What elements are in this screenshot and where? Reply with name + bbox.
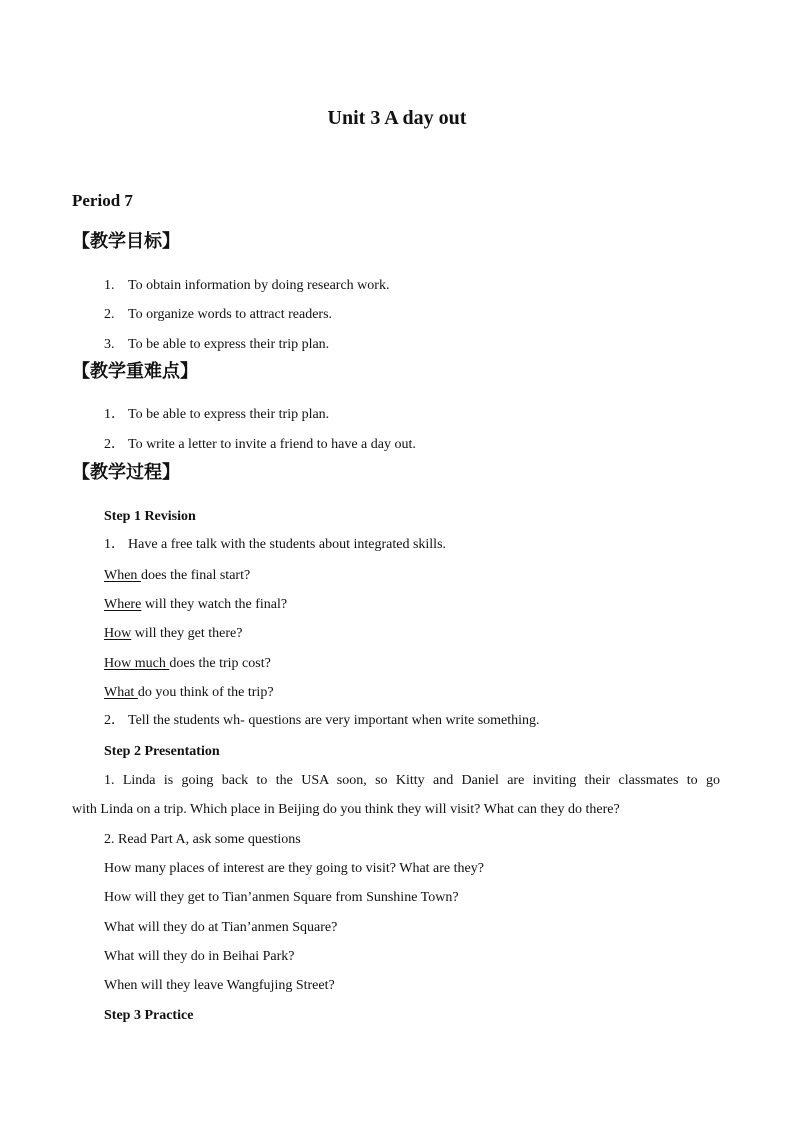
question-rest: does the trip cost?: [169, 656, 271, 671]
wh-question: [104, 684, 274, 702]
step2-item: 2. Read Part A, ask some questions: [104, 832, 301, 847]
list-number: 2．: [104, 713, 125, 728]
objective-item: [104, 336, 329, 354]
question-rest: does the final start?: [140, 568, 251, 583]
wh-question: [104, 596, 287, 614]
list-text: To be able to express their trip plan.: [128, 337, 330, 352]
question-rest: will they get there?: [131, 626, 243, 641]
process-heading: 【教学过程】: [72, 462, 180, 483]
list-number: 1．: [104, 407, 125, 422]
wh-question: [104, 655, 271, 673]
list-text: Tell the students wh- questions are very important when write something.: [128, 713, 540, 728]
objective-item: [104, 277, 389, 295]
period-label: Period 7: [72, 191, 133, 210]
list-number: 3.: [104, 337, 115, 352]
question-line: What will they do in Beihai Park?: [104, 949, 295, 964]
key-point-item: [104, 436, 416, 454]
wh-word: Where: [104, 597, 142, 612]
question-rest: do you think of the trip?: [137, 685, 274, 700]
question-line: How will they get to Tian’anmen Square from Sunshine Town?: [104, 890, 459, 905]
objectives-heading: 【教学目标】: [72, 231, 180, 252]
step2-title: Step 2 Presentation: [104, 744, 220, 759]
question-line: What will they do at Tian’anmen Square?: [104, 920, 338, 935]
objective-item: [104, 306, 332, 324]
list-text: To write a letter to invite a friend to have a day out.: [128, 437, 416, 452]
wh-word: How much: [104, 656, 170, 671]
question-line: How many places of interest are they going to visit? What are they?: [104, 861, 484, 876]
paragraph-line: 1. Linda is going back to the USA soon, so Kitty and Daniel are inviting their classmates to go: [104, 773, 720, 788]
list-number: 1．: [104, 537, 125, 552]
wh-word: How: [104, 626, 132, 641]
step1-item: [104, 536, 446, 554]
question-rest: will they watch the final?: [141, 597, 288, 612]
list-text: To organize words to attract readers.: [128, 307, 333, 322]
list-text: To obtain information by doing research work.: [128, 278, 390, 293]
step3-title: Step 3 Practice: [104, 1008, 194, 1023]
step1-title: Step 1 Revision: [104, 509, 196, 524]
step1-item: [104, 712, 540, 730]
wh-word: What: [104, 685, 138, 700]
wh-question: [104, 625, 242, 643]
document-title: Unit 3 A day out: [327, 107, 467, 129]
wh-word: When: [104, 568, 141, 583]
step2-paragraph: [72, 772, 720, 790]
question-line: When will they leave Wangfujing Street?: [104, 978, 335, 993]
list-number: 2.: [104, 307, 115, 322]
list-text: Have a free talk with the students about integrated skills.: [128, 537, 447, 552]
key-points-heading: 【教学重难点】: [72, 361, 198, 382]
list-number: 2．: [104, 437, 125, 452]
list-number: 1.: [104, 278, 115, 293]
paragraph-line: with Linda on a trip. Which place in Beijing do you think they will visit? What can they do there?: [72, 802, 620, 817]
key-point-item: [104, 406, 329, 424]
list-text: To be able to express their trip plan.: [128, 407, 330, 422]
wh-question: [104, 567, 250, 585]
